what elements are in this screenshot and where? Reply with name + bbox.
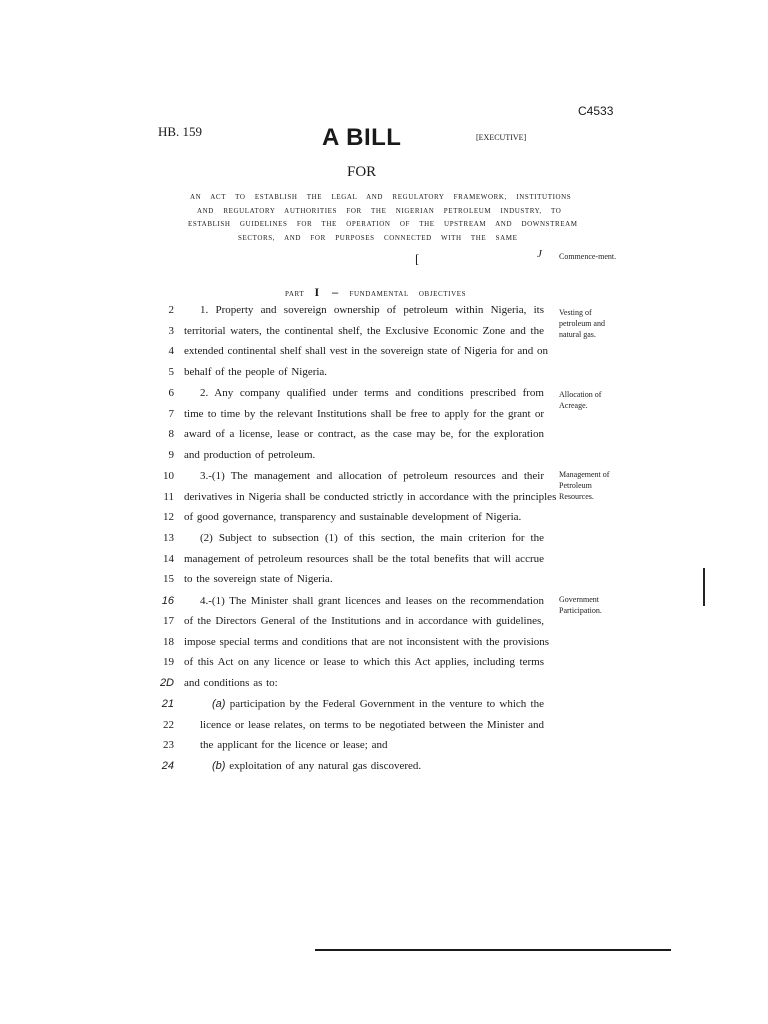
- long-title-line-1: AN ACT TO ESTABLISH THE LEGAL AND REGULATORY FRAMEWORK, INSTITUTIONS: [190, 193, 572, 201]
- body-line: (2) Subject to subsection (1) of this section, the main criterion for the: [200, 532, 544, 544]
- commencement-bracket-mark: [: [415, 251, 420, 266]
- body-line: of good governance, transparency and sustainable development of Nigeria.: [184, 511, 522, 523]
- line-number: 21: [161, 698, 174, 710]
- body-line: extended continental shelf shall vest in the sovereign state of Nigeria for and on: [184, 345, 548, 357]
- line-number: 24: [161, 760, 174, 772]
- line-number: 11: [163, 491, 174, 503]
- line-number: 23: [163, 739, 174, 751]
- line-number: 7: [168, 408, 174, 420]
- for-label: FOR: [347, 164, 377, 180]
- part-title: FUNDAMENTAL OBJECTIVES: [349, 290, 467, 298]
- part-numeral: I –: [314, 285, 340, 299]
- body-line: and production of petroleum.: [184, 449, 316, 461]
- body-line: 3.-(1) The management and allocation of petroleum resources and their: [200, 470, 544, 482]
- body-line: behalf of the people of Nigeria.: [184, 366, 328, 378]
- line-number: 12: [163, 511, 174, 523]
- body-line: 1. Property and sovereign ownership of petroleum within Nigeria, its: [200, 304, 544, 316]
- line-number: 6: [168, 387, 174, 399]
- item-text: participation by the Federal Government in the venture to which the: [225, 698, 544, 710]
- line-number: 17: [163, 615, 174, 627]
- body-line: derivatives in Nigeria shall be conducted strictly in accordance with the principles: [184, 491, 557, 503]
- revision-bar: [703, 568, 705, 606]
- body-line: of the Directors General of the Institutions and in accordance with guidelines,: [184, 615, 544, 627]
- body-line: award of a license, lease or contract, as the case may be, for the exploration: [184, 428, 544, 440]
- body-line: and conditions as to:: [184, 677, 278, 689]
- line-number: 19: [163, 656, 174, 668]
- body-line: to the sovereign state of Nigeria.: [184, 573, 333, 585]
- executive-tag: [EXECUTIVE]: [476, 133, 527, 142]
- body-line: territorial waters, the continental shelf, the Exclusive Economic Zone and the: [184, 325, 544, 337]
- long-title-line-2: AND REGULATORY AUTHORITIES FOR THE NIGERIAN PETROLEUM INDUSTRY, TO: [197, 207, 562, 215]
- line-number: 13: [163, 532, 174, 544]
- margin-note-government: Government Participation.: [559, 595, 602, 615]
- line-number: 14: [163, 553, 174, 565]
- body-line: 4.-(1) The Minister shall grant licences and leases on the recommendation: [200, 595, 544, 607]
- line-number: 3: [168, 325, 174, 337]
- body-line: management of petroleum resources shall be the total benefits that will accrue: [184, 553, 544, 565]
- margin-note-management: Management of Petroleum Resources.: [559, 470, 610, 501]
- item-label: (b): [212, 760, 226, 772]
- part-prefix: PART: [285, 290, 305, 298]
- check-mark: J: [537, 248, 542, 260]
- line-number: 4: [168, 345, 174, 357]
- bill-title: A BILL: [322, 124, 402, 151]
- line-number: 2D: [159, 677, 174, 689]
- body-line: 2. Any company qualified under terms and conditions prescribed from: [200, 387, 544, 399]
- footer-rule: [315, 949, 671, 951]
- line-number: 9: [168, 449, 174, 461]
- line-number: 8: [168, 428, 174, 440]
- line-number: 16: [161, 595, 174, 607]
- body-line: [212, 760, 544, 772]
- line-number: 5: [168, 366, 174, 378]
- item-text: exploitation of any natural gas discovered.: [225, 760, 422, 772]
- long-title-line-3: ESTABLISH GUIDELINES FOR THE OPERATION OF THE UPSTREAM AND DOWNSTREAM: [188, 220, 578, 228]
- line-number: 22: [163, 719, 174, 731]
- body-line: [212, 698, 544, 710]
- line-number: 10: [163, 470, 174, 482]
- document-reference-code: C4533: [578, 104, 614, 118]
- line-number: 18: [163, 636, 174, 648]
- bill-number: HB. 159: [158, 124, 203, 139]
- item-label: (a): [212, 698, 226, 710]
- margin-note-vesting: Vesting of petroleum and natural gas.: [559, 308, 605, 339]
- line-number: 2: [168, 304, 174, 316]
- part-heading: [285, 285, 466, 300]
- margin-note-allocation: Allocation of Acreage.: [559, 390, 602, 410]
- body-line: of this Act on any licence or lease to which this Act applies, including terms: [184, 656, 544, 668]
- margin-note-commencement: Commence-ment.: [559, 252, 617, 261]
- body-line: the applicant for the licence or lease; and: [200, 739, 388, 751]
- body-line: licence or lease relates, on terms to be negotiated between the Minister and: [200, 719, 544, 731]
- body-line: time to time by the relevant Institutions shall be free to apply for the grant or: [184, 408, 544, 420]
- body-line: impose special terms and conditions that are not inconsistent with the provisions: [184, 636, 550, 648]
- long-title-line-4: SECTORS, AND FOR PURPOSES CONNECTED WITH THE SAME: [238, 234, 518, 242]
- line-number: 15: [163, 573, 174, 585]
